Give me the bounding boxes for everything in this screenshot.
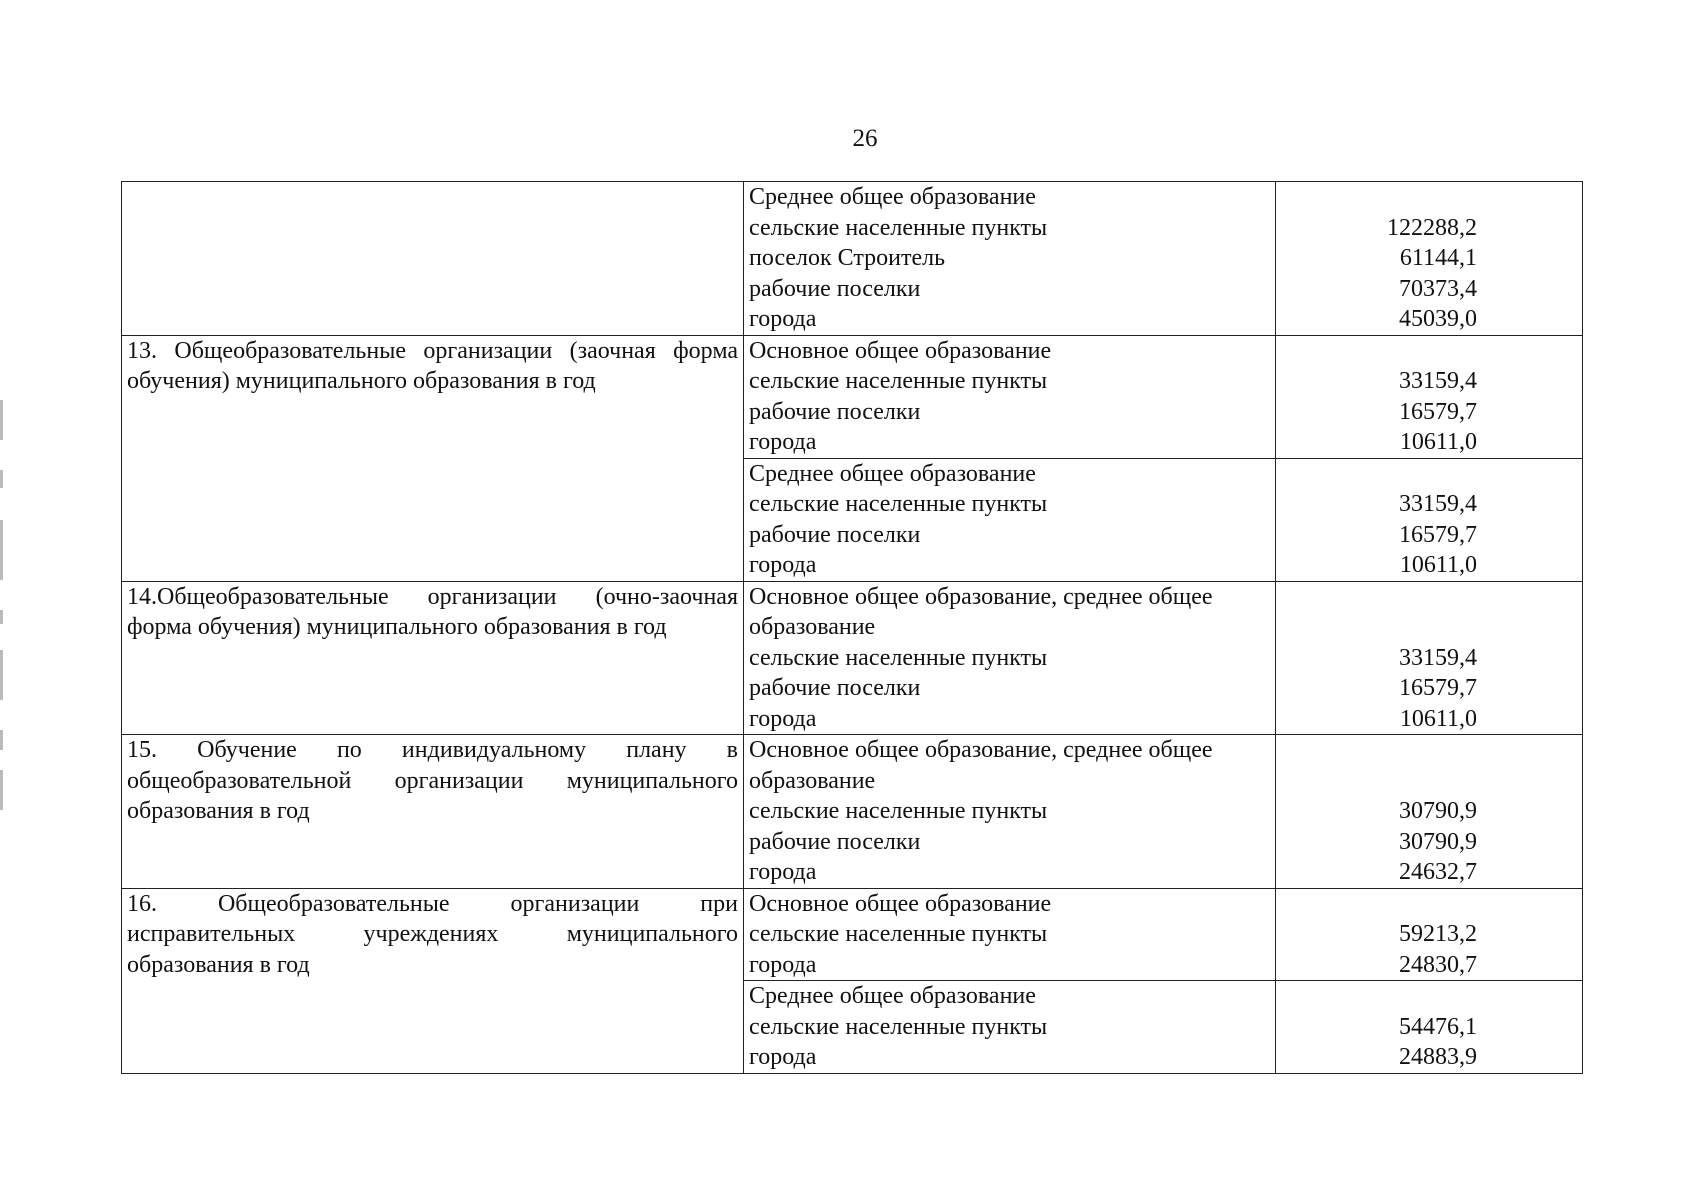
education-level-cell bbox=[744, 981, 1276, 1074]
amount-value: 30790,9 bbox=[1399, 828, 1477, 855]
row-description-cell bbox=[122, 182, 744, 336]
settlement-type-label: города bbox=[749, 705, 817, 732]
education-level-heading: Основное общее образование, среднее общее образование bbox=[749, 737, 1213, 794]
amount-value: 33159,4 bbox=[1399, 368, 1477, 394]
amount-value: 10611,0 bbox=[1399, 705, 1477, 732]
table-row bbox=[122, 581, 1583, 735]
table-row bbox=[122, 182, 1583, 336]
value-spacer bbox=[1281, 889, 1577, 920]
amount-value: 70373,4 bbox=[1399, 275, 1477, 302]
education-level-cell bbox=[744, 182, 1276, 336]
education-level-cell bbox=[744, 458, 1276, 581]
amount-value: 24632,7 bbox=[1399, 859, 1477, 885]
value-cell bbox=[1276, 458, 1583, 581]
row-description-cell: 14.Общеобразовательные организации (очно-заочная форма обучения) муниципального образования в год bbox=[122, 581, 744, 735]
row-description-cell: 13. Общеобразовательные организации (заочная форма обучения) муниципального образования в год bbox=[122, 335, 744, 581]
table-row bbox=[122, 888, 1583, 981]
value-cell bbox=[1276, 735, 1583, 889]
row-description-cell: 15. Обучение по индивидуальному плану в общеобразовательной организации муниципального образования в год bbox=[122, 735, 744, 889]
value-spacer bbox=[1281, 766, 1577, 797]
rates-table bbox=[121, 181, 1583, 1074]
amount-value: 59213,2 bbox=[1399, 921, 1477, 947]
settlement-type-label: сельские населенные пункты bbox=[749, 1013, 1048, 1040]
value-cell bbox=[1276, 888, 1583, 981]
education-level-cell bbox=[744, 335, 1276, 458]
settlement-type-label: города bbox=[749, 306, 817, 332]
education-level-cell bbox=[744, 735, 1276, 889]
amount-value: 16579,7 bbox=[1399, 521, 1477, 548]
settlement-type-label: рабочие поселки bbox=[749, 828, 921, 855]
amount-value: 10611,0 bbox=[1399, 552, 1477, 578]
settlement-type-label: рабочие поселки bbox=[749, 675, 921, 701]
amount-value: 45039,0 bbox=[1399, 306, 1477, 332]
amount-value: 122288,2 bbox=[1387, 214, 1477, 241]
amount-value: 33159,4 bbox=[1399, 644, 1477, 671]
settlement-type-label: города bbox=[749, 429, 817, 455]
settlement-type-label: города bbox=[749, 859, 817, 885]
settlement-type-label: города bbox=[749, 1044, 817, 1070]
education-level-heading: Среднее общее образование bbox=[749, 983, 1036, 1009]
value-spacer bbox=[1281, 735, 1577, 766]
amount-value: 10611,0 bbox=[1399, 429, 1477, 455]
settlement-type-label: сельские населенные пункты bbox=[749, 921, 1048, 947]
education-level-heading: Основное общее образование, среднее общее образование bbox=[749, 583, 1213, 640]
page-number: 26 bbox=[852, 125, 878, 152]
table-row bbox=[122, 335, 1583, 458]
settlement-type-label: рабочие поселки bbox=[749, 398, 921, 425]
settlement-type-label: сельские населенные пункты bbox=[749, 798, 1048, 824]
value-spacer bbox=[1281, 612, 1577, 643]
amount-value: 33159,4 bbox=[1399, 491, 1477, 517]
education-level-cell bbox=[744, 581, 1276, 735]
settlement-type-label: рабочие поселки bbox=[749, 521, 921, 548]
settlement-type-label: сельские населенные пункты bbox=[749, 214, 1048, 241]
table-row bbox=[122, 735, 1583, 889]
settlement-type-label: сельские населенные пункты bbox=[749, 491, 1048, 517]
value-cell bbox=[1276, 182, 1583, 336]
settlement-type-label: поселок Строитель bbox=[749, 245, 946, 271]
education-level-heading: Среднее общее образование bbox=[749, 184, 1036, 210]
settlement-type-label: сельские населенные пункты bbox=[749, 368, 1048, 394]
value-spacer bbox=[1281, 459, 1577, 490]
scan-margin-marks bbox=[0, 400, 6, 820]
value-cell bbox=[1276, 335, 1583, 458]
settlement-type-label: города bbox=[749, 951, 817, 978]
settlement-type-label: города bbox=[749, 552, 817, 578]
value-cell bbox=[1276, 581, 1583, 735]
amount-value: 24830,7 bbox=[1399, 951, 1477, 978]
amount-value: 54476,1 bbox=[1399, 1013, 1477, 1040]
education-level-cell bbox=[744, 888, 1276, 981]
amount-value: 24883,9 bbox=[1399, 1044, 1477, 1070]
value-spacer bbox=[1281, 182, 1577, 213]
row-description-cell: 16. Общеобразовательные организации при исправительных учреждениях муниципального образования в год bbox=[122, 888, 744, 1073]
amount-value: 16579,7 bbox=[1399, 675, 1477, 701]
education-level-heading: Основное общее образование bbox=[749, 337, 1052, 364]
value-cell bbox=[1276, 981, 1583, 1074]
value-spacer bbox=[1281, 582, 1577, 613]
value-spacer bbox=[1281, 336, 1577, 367]
education-level-heading: Среднее общее образование bbox=[749, 460, 1036, 487]
amount-value: 61144,1 bbox=[1399, 245, 1477, 271]
education-level-heading: Основное общее образование bbox=[749, 890, 1052, 917]
settlement-type-label: рабочие поселки bbox=[749, 275, 921, 302]
value-spacer bbox=[1281, 981, 1577, 1012]
amount-value: 30790,9 bbox=[1399, 798, 1477, 824]
settlement-type-label: сельские населенные пункты bbox=[749, 644, 1048, 671]
amount-value: 16579,7 bbox=[1399, 398, 1477, 425]
